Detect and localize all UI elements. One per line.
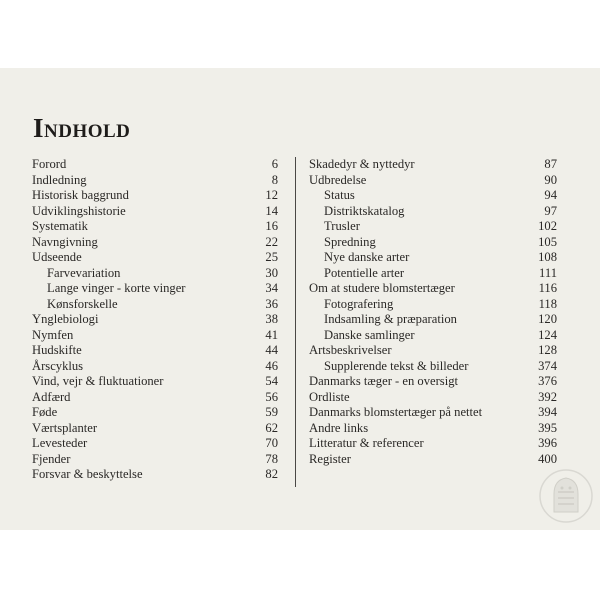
toc-entry-title: Danmarks tæger - en oversigt bbox=[309, 374, 458, 388]
toc-entry-title: Navngivning bbox=[32, 234, 98, 249]
toc-entry-title: Udviklingshistorie bbox=[32, 203, 126, 218]
toc-entry-title: Nymfen bbox=[32, 327, 74, 342]
toc-entry-title: Indsamling & præparation bbox=[324, 312, 457, 326]
toc-entry-page: 102 bbox=[538, 219, 557, 233]
toc-entry-title: Supplerende tekst & billeder bbox=[324, 358, 469, 373]
toc-entry-title: Andre links bbox=[309, 420, 369, 435]
toc-entry-title: Adfærd bbox=[32, 389, 71, 404]
toc-entry-page: 22 bbox=[265, 234, 278, 249]
toc-entry bbox=[309, 374, 557, 390]
toc-entry bbox=[32, 266, 278, 282]
toc-entry bbox=[309, 312, 557, 328]
toc-entry-title: Skadedyr & nyttedyr bbox=[309, 157, 415, 171]
toc-entry-title: Ynglebiologi bbox=[32, 312, 99, 326]
toc-entry-title: Potentielle arter bbox=[324, 265, 405, 280]
toc-entry-page: 392 bbox=[538, 389, 557, 404]
toc-entry-title: Artsbeskrivelser bbox=[309, 343, 392, 357]
toc-entry-title: Ordliste bbox=[309, 389, 350, 404]
toc-entry-title: Kønsforskelle bbox=[47, 296, 118, 311]
toc-entry-title: Fotografering bbox=[324, 296, 394, 311]
toc-entry-title: Føde bbox=[32, 405, 58, 419]
toc-entry-page: 116 bbox=[538, 281, 557, 295]
toc-entry bbox=[32, 390, 278, 406]
toc-left-column bbox=[32, 157, 278, 483]
toc-right-column bbox=[309, 157, 557, 467]
toc-entry-page: 16 bbox=[265, 219, 278, 233]
toc-entry bbox=[309, 297, 557, 313]
toc-entry-title: Årscyklus bbox=[32, 358, 84, 373]
toc-entry-page: 128 bbox=[538, 343, 557, 357]
toc-entry bbox=[309, 235, 557, 251]
toc-entry bbox=[309, 452, 557, 468]
toc-entry-page: 62 bbox=[265, 420, 278, 435]
toc-entry-page: 376 bbox=[538, 374, 557, 388]
toc-entry bbox=[32, 235, 278, 251]
toc-entry-title: Historisk baggrund bbox=[32, 188, 129, 202]
toc-entry bbox=[32, 297, 278, 313]
toc-entry-title: Litteratur & referencer bbox=[309, 436, 424, 450]
toc-entry bbox=[309, 390, 557, 406]
toc-entry bbox=[32, 328, 278, 344]
toc-entry-title: Farvevariation bbox=[47, 265, 121, 280]
toc-entry-page: 396 bbox=[538, 436, 557, 450]
toc-entry-page: 70 bbox=[265, 436, 278, 450]
toc-entry bbox=[309, 250, 557, 266]
toc-entry-page: 56 bbox=[265, 389, 278, 404]
toc-entry-page: 374 bbox=[538, 358, 557, 373]
toc-entry-page: 34 bbox=[265, 281, 278, 295]
toc-entry bbox=[309, 405, 557, 421]
toc-entry-title: Forord bbox=[32, 157, 67, 171]
toc-entry-page: 38 bbox=[265, 312, 278, 326]
toc-entry-title: Udseende bbox=[32, 250, 82, 264]
toc-entry-page: 6 bbox=[271, 157, 278, 171]
toc-entry-page: 394 bbox=[538, 405, 557, 419]
sphinx-seal-icon bbox=[538, 468, 594, 524]
toc-entry-page: 78 bbox=[265, 451, 278, 466]
toc-entry-title: Indledning bbox=[32, 172, 87, 187]
toc-entry bbox=[309, 188, 557, 204]
toc-entry-page: 118 bbox=[538, 296, 557, 311]
toc-entry-title: Levesteder bbox=[32, 436, 88, 450]
toc-entry bbox=[32, 250, 278, 266]
toc-entry bbox=[32, 204, 278, 220]
toc-entry bbox=[32, 188, 278, 204]
toc-entry bbox=[32, 343, 278, 359]
column-divider bbox=[295, 157, 296, 487]
toc-entry bbox=[32, 173, 278, 189]
toc-entry-page: 59 bbox=[265, 405, 278, 419]
toc-entry-title: Værtsplanter bbox=[32, 420, 98, 435]
toc-entry-page: 94 bbox=[544, 188, 557, 202]
toc-entry bbox=[32, 467, 278, 483]
toc-entry-page: 44 bbox=[265, 343, 278, 357]
toc-entry-title: Nye danske arter bbox=[324, 250, 410, 264]
toc-entry-page: 87 bbox=[544, 157, 557, 171]
toc-entry-page: 82 bbox=[265, 467, 278, 481]
toc-entry bbox=[309, 343, 557, 359]
toc-entry bbox=[309, 281, 557, 297]
toc-entry-page: 46 bbox=[265, 358, 278, 373]
toc-entry bbox=[32, 312, 278, 328]
toc-entry-title: Lange vinger - korte vinger bbox=[47, 281, 186, 295]
toc-entry bbox=[32, 374, 278, 390]
toc-entry-title: Om at studere blomstertæger bbox=[309, 281, 455, 295]
toc-entry bbox=[32, 359, 278, 375]
toc-entry bbox=[32, 219, 278, 235]
toc-entry bbox=[309, 421, 557, 437]
toc-entry-page: 400 bbox=[538, 451, 557, 466]
toc-entry-title: Register bbox=[309, 451, 351, 466]
toc-entry bbox=[309, 173, 557, 189]
toc-entry-title: Danske samlinger bbox=[324, 327, 415, 342]
toc-entry bbox=[309, 157, 557, 173]
toc-entry-title: Trusler bbox=[324, 219, 360, 233]
toc-entry bbox=[32, 281, 278, 297]
toc-entry bbox=[32, 421, 278, 437]
toc-entry-page: 14 bbox=[265, 203, 278, 218]
toc-entry-page: 111 bbox=[539, 265, 557, 280]
toc-entry-page: 54 bbox=[265, 374, 278, 388]
toc-entry bbox=[309, 266, 557, 282]
toc-entry-title: Spredning bbox=[324, 234, 376, 249]
toc-entry bbox=[309, 359, 557, 375]
toc-entry-title: Danmarks blomstertæger på nettet bbox=[309, 405, 483, 419]
toc-entry-page: 90 bbox=[544, 172, 557, 187]
toc-entry-page: 97 bbox=[544, 203, 557, 218]
toc-entry bbox=[32, 157, 278, 173]
toc-entry-title: Udbredelse bbox=[309, 172, 367, 187]
toc-entry-title: Forsvar & beskyttelse bbox=[32, 467, 143, 481]
toc-entry-page: 8 bbox=[271, 172, 278, 187]
toc-entry-title: Fjender bbox=[32, 451, 71, 466]
toc-entry-page: 30 bbox=[265, 265, 278, 280]
toc-entry-page: 124 bbox=[538, 327, 557, 342]
toc-entry-page: 395 bbox=[538, 420, 557, 435]
toc-entry-page: 25 bbox=[265, 250, 278, 264]
toc-entry bbox=[309, 204, 557, 220]
toc-entry bbox=[309, 328, 557, 344]
toc-entry-title: Status bbox=[324, 188, 355, 202]
page-title: Indhold bbox=[33, 113, 131, 143]
toc-entry-page: 108 bbox=[538, 250, 557, 264]
toc-entry-title: Systematik bbox=[32, 219, 88, 233]
toc-entry bbox=[309, 219, 557, 235]
toc-entry-page: 105 bbox=[538, 234, 557, 249]
toc-entry bbox=[32, 436, 278, 452]
toc-entry-page: 36 bbox=[265, 296, 278, 311]
toc-entry-title: Distriktskatalog bbox=[324, 203, 405, 218]
toc-entry bbox=[32, 452, 278, 468]
toc-entry-page: 12 bbox=[265, 188, 278, 202]
toc-entry-title: Vind, vejr & fluktuationer bbox=[32, 374, 164, 388]
toc-entry-page: 41 bbox=[265, 327, 278, 342]
toc-entry-page: 120 bbox=[538, 312, 557, 326]
toc-entry bbox=[309, 436, 557, 452]
toc-entry-title: Hudskifte bbox=[32, 343, 82, 357]
toc-entry bbox=[32, 405, 278, 421]
